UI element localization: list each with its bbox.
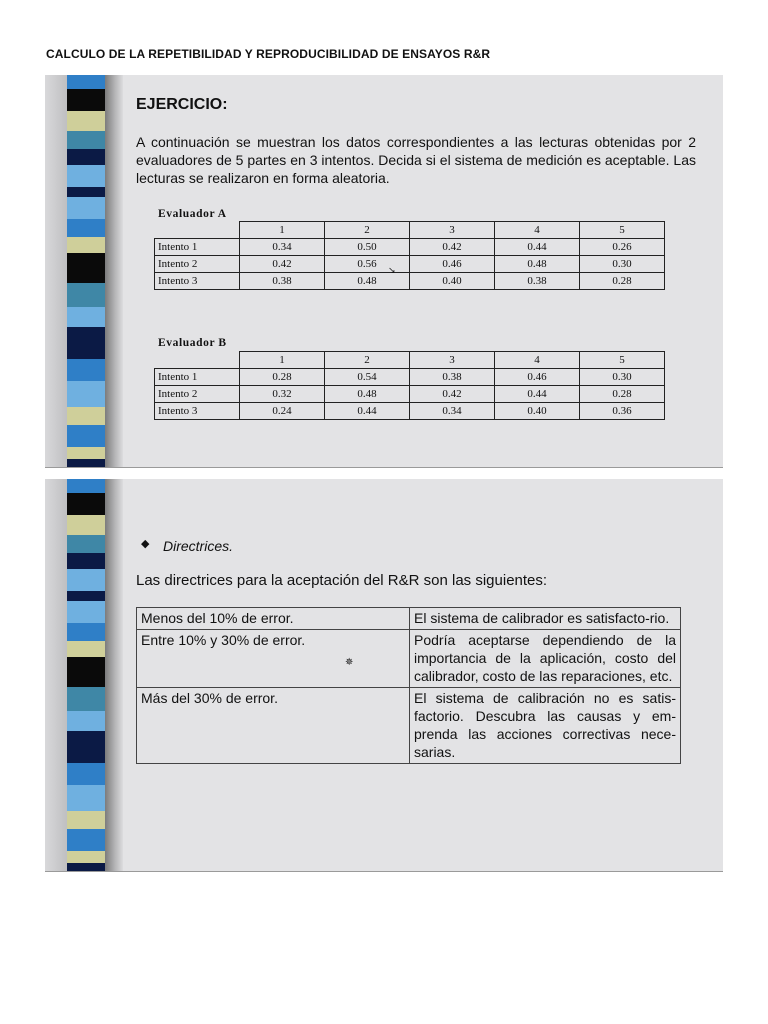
row-label: Intento 1 <box>155 369 240 386</box>
exercise-paragraph: A continuación se muestran los datos correspondientes a las lecturas obtenidas por 2 evaluadores de 5 partes en 3 intentos. Decida si el sistema de medición es aceptable. Las lecturas se realizaron en forma aleatoria. <box>136 134 696 186</box>
stripe-segment <box>67 711 105 731</box>
slide-directrices <box>45 479 723 872</box>
column-header: 5 <box>580 352 665 369</box>
slide-left-shade <box>45 479 67 871</box>
stripe-segment <box>67 763 105 785</box>
table-row <box>137 630 681 688</box>
table-cell: 0.48 <box>325 386 410 403</box>
stripe-segment <box>67 253 105 283</box>
table-cell: 0.28 <box>580 273 665 290</box>
stripe-segment <box>67 89 105 111</box>
stripe-segment <box>67 219 105 237</box>
stripe-segment <box>67 197 105 219</box>
stripe-segment <box>67 829 105 851</box>
stripe-segment <box>67 731 105 763</box>
row-label: Intento 2 <box>155 386 240 403</box>
busy-cursor-icon: ✵ <box>345 657 354 668</box>
document-title: CALCULO DE LA REPETIBILIDAD Y REPRODUCIBILIDAD DE ENSAYOS R&R <box>46 47 491 61</box>
row-label: Intento 3 <box>155 403 240 420</box>
decorative-stripe-bar <box>67 479 105 871</box>
table-cell: 0.46 <box>495 369 580 386</box>
stripe-segment <box>67 657 105 687</box>
column-header: 2 <box>325 222 410 239</box>
stripe-segment <box>67 515 105 535</box>
bullet-title: Directrices. <box>163 538 234 554</box>
stripe-segment <box>67 149 105 165</box>
stripe-segment <box>67 785 105 811</box>
column-header: 3 <box>410 222 495 239</box>
table-cell: 0.54 <box>325 369 410 386</box>
row-label: Intento 3 <box>155 273 240 290</box>
row-label: Intento 1 <box>155 239 240 256</box>
table-corner-cell <box>155 222 240 239</box>
slide-heading: EJERCICIO: <box>136 96 228 113</box>
table-cell: 0.30 <box>580 256 665 273</box>
table-row <box>155 256 665 273</box>
table-row <box>155 386 665 403</box>
stripe-segment <box>67 591 105 601</box>
table-cell: 0.42 <box>410 239 495 256</box>
table-row <box>137 688 681 764</box>
stripe-segment <box>67 165 105 187</box>
column-header: 5 <box>580 222 665 239</box>
result-cell: El sistema de calibración no es satis-factorio. Descubra las causas y em-prenda las acciones correctivas nece-sarias. <box>410 688 681 764</box>
column-header: 1 <box>240 352 325 369</box>
column-header: 3 <box>410 352 495 369</box>
stripe-shadow <box>105 75 123 467</box>
table-cell: 0.34 <box>410 403 495 420</box>
stripe-segment <box>67 187 105 197</box>
stripe-segment <box>67 447 105 459</box>
mouse-cursor-icon: ↘ <box>388 265 396 275</box>
table-cell: 0.24 <box>240 403 325 420</box>
stripe-segment <box>67 407 105 425</box>
guidelines-intro: Las directrices para la aceptación del R&R son las siguientes: <box>136 572 548 589</box>
stripe-segment <box>67 553 105 569</box>
column-header: 1 <box>240 222 325 239</box>
slide-ejercicio <box>45 75 723 468</box>
stripe-segment <box>67 131 105 149</box>
table-cell: 0.36 <box>580 403 665 420</box>
result-cell: El sistema de calibrador es satisfacto-rio. <box>410 608 681 630</box>
table-cell: 0.28 <box>580 386 665 403</box>
table-cell: 0.42 <box>240 256 325 273</box>
table-cell: 0.46 <box>410 256 495 273</box>
table-cell: 0.30 <box>580 369 665 386</box>
table-cell: 0.26 <box>580 239 665 256</box>
diamond-bullet-icon: ◆ <box>141 538 150 550</box>
stripe-segment <box>67 425 105 447</box>
row-label: Intento 2 <box>155 256 240 273</box>
stripe-segment <box>67 359 105 381</box>
stripe-segment <box>67 851 105 863</box>
stripe-segment <box>67 569 105 591</box>
table-cell: 0.38 <box>240 273 325 290</box>
table-cell: 0.44 <box>495 386 580 403</box>
table-cell: 0.38 <box>410 369 495 386</box>
table-cell: 0.38 <box>495 273 580 290</box>
stripe-segment <box>67 479 105 493</box>
table-cell: 0.34 <box>240 239 325 256</box>
table-cell: 0.32 <box>240 386 325 403</box>
stripe-segment <box>67 535 105 553</box>
column-header: 4 <box>495 352 580 369</box>
table-cell: 0.40 <box>410 273 495 290</box>
stripe-segment <box>67 641 105 657</box>
stripe-segment <box>67 493 105 515</box>
decorative-stripe-bar <box>67 75 105 467</box>
column-header: 4 <box>495 222 580 239</box>
table-row <box>155 273 665 290</box>
stripe-segment <box>67 687 105 711</box>
stripe-segment <box>67 307 105 327</box>
condition-cell: Menos del 10% de error. <box>137 608 410 630</box>
result-cell: Podría aceptarse dependiendo de la importancia de la aplicación, costo del calibrador, costo de las reparaciones, etc. <box>410 630 681 688</box>
table-header-row <box>155 352 665 369</box>
stripe-segment <box>67 623 105 641</box>
table-cell: 0.28 <box>240 369 325 386</box>
table-row <box>155 369 665 386</box>
condition-cell: Más del 30% de error. <box>137 688 410 764</box>
table-row <box>137 608 681 630</box>
stripe-segment <box>67 459 105 467</box>
table-cell: 0.40 <box>495 403 580 420</box>
stripe-segment <box>67 601 105 623</box>
evaluador-b-table <box>154 351 665 420</box>
evaluador-b-label: Evaluador B <box>158 337 227 349</box>
table-row <box>155 403 665 420</box>
table-cell: 0.44 <box>325 403 410 420</box>
table-cell: 0.48 <box>495 256 580 273</box>
column-header: 2 <box>325 352 410 369</box>
evaluador-a-table <box>154 221 665 290</box>
stripe-segment <box>67 111 105 131</box>
stripe-segment <box>67 381 105 407</box>
table-cell: 0.42 <box>410 386 495 403</box>
condition-cell: Entre 10% y 30% de error. <box>137 630 410 688</box>
table-cell: 0.48 <box>325 273 410 290</box>
stripe-segment <box>67 75 105 89</box>
table-header-row <box>155 222 665 239</box>
guidelines-table <box>136 607 681 764</box>
table-cell: 0.50 <box>325 239 410 256</box>
table-corner-cell <box>155 352 240 369</box>
stripe-shadow <box>105 479 123 871</box>
table-cell: 0.44 <box>495 239 580 256</box>
slide-left-shade <box>45 75 67 467</box>
table-cell: 0.56 <box>325 256 410 273</box>
stripe-segment <box>67 283 105 307</box>
table-row <box>155 239 665 256</box>
stripe-segment <box>67 237 105 253</box>
stripe-segment <box>67 863 105 871</box>
evaluador-a-label: Evaluador A <box>158 208 227 220</box>
stripe-segment <box>67 327 105 359</box>
stripe-segment <box>67 811 105 829</box>
